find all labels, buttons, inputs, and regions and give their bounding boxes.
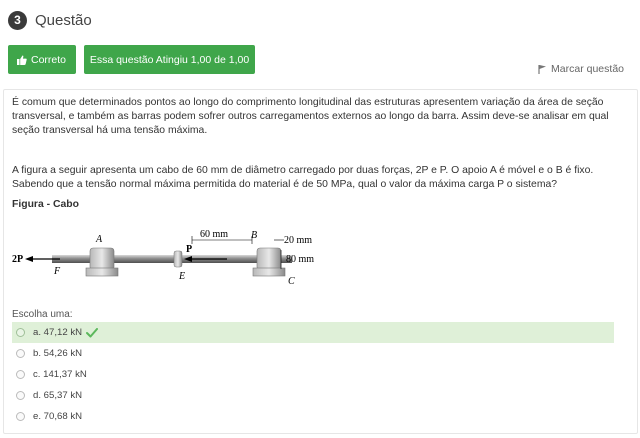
radio-button[interactable] — [16, 391, 25, 400]
answer-label[interactable]: d. 65,37 kN — [33, 390, 83, 401]
figure-label: Figura - Cabo — [12, 199, 79, 210]
question-header — [8, 9, 92, 31]
cable-shaft — [52, 255, 292, 263]
correct-label: Correto — [31, 53, 67, 66]
force-p-label: P — [186, 244, 193, 255]
checkmark-icon — [86, 328, 98, 338]
support-b — [253, 248, 285, 276]
answer-label[interactable]: e. 70,68 kN — [33, 411, 83, 422]
label-a: A — [96, 234, 103, 245]
answer-option-a[interactable] — [12, 322, 614, 343]
cable-figure — [12, 222, 334, 292]
correct-badge — [8, 45, 76, 74]
answer-options — [12, 322, 614, 427]
answer-option-c[interactable] — [12, 364, 614, 385]
flag-icon — [538, 64, 547, 74]
question-number-badge: 3 — [8, 11, 27, 30]
answer-option-d[interactable] — [12, 385, 614, 406]
answer-label[interactable]: a. 47,12 kN — [33, 327, 83, 338]
score-badge — [84, 45, 255, 74]
answer-option-b[interactable] — [12, 343, 614, 364]
force-2p-label: 2P — [12, 254, 24, 265]
question-paragraph-2: A figura a seguir apresenta um cabo de 60 mm de diâmetro carregado por duas forças, 2P e P. O apoio A é móvel e o B é fixo. Sabendo que a tensão normal máxima permitida do material é de 50 MPa, qual o valor da máxima carga P o sistema? — [12, 165, 594, 190]
radio-button[interactable] — [16, 370, 25, 379]
radio-button[interactable] — [16, 328, 25, 337]
flag-label[interactable]: Marcar questão — [551, 63, 624, 75]
label-b: B — [251, 230, 258, 241]
radio-button[interactable] — [16, 412, 25, 421]
answer-label[interactable]: c. 141,37 kN — [33, 369, 87, 380]
answer-prompt: Escolha uma: — [12, 309, 73, 320]
label-f: F — [54, 266, 61, 277]
dim-20-label: 20 mm — [284, 235, 313, 246]
answer-option-e[interactable] — [12, 406, 614, 427]
question-paragraph-1: É comum que determinados pontos ao longo do comprimento longitudinal das estruturas apresentem variação da área de seção transversal, e também as barras podem sofrer outros carregamentos externos ao longo da barra. Assim deve-se analisar em qual seção transversal há uma tensão máxima. — [12, 97, 609, 136]
dim-80-label: 80 mm — [286, 254, 315, 265]
collar-e — [174, 251, 182, 267]
radio-button[interactable] — [16, 349, 25, 358]
support-a — [86, 248, 118, 276]
label-e: E — [179, 271, 186, 282]
thumbs-up-icon — [17, 55, 27, 65]
dim-60-label: 60 mm — [200, 229, 229, 240]
score-label: Essa questão Atingiu 1,00 de 1,00 — [89, 53, 250, 66]
question-title: Questão — [35, 11, 92, 29]
label-c: C — [288, 276, 295, 287]
flag-question-link[interactable] — [538, 63, 624, 75]
answer-label[interactable]: b. 54,26 kN — [33, 348, 83, 359]
